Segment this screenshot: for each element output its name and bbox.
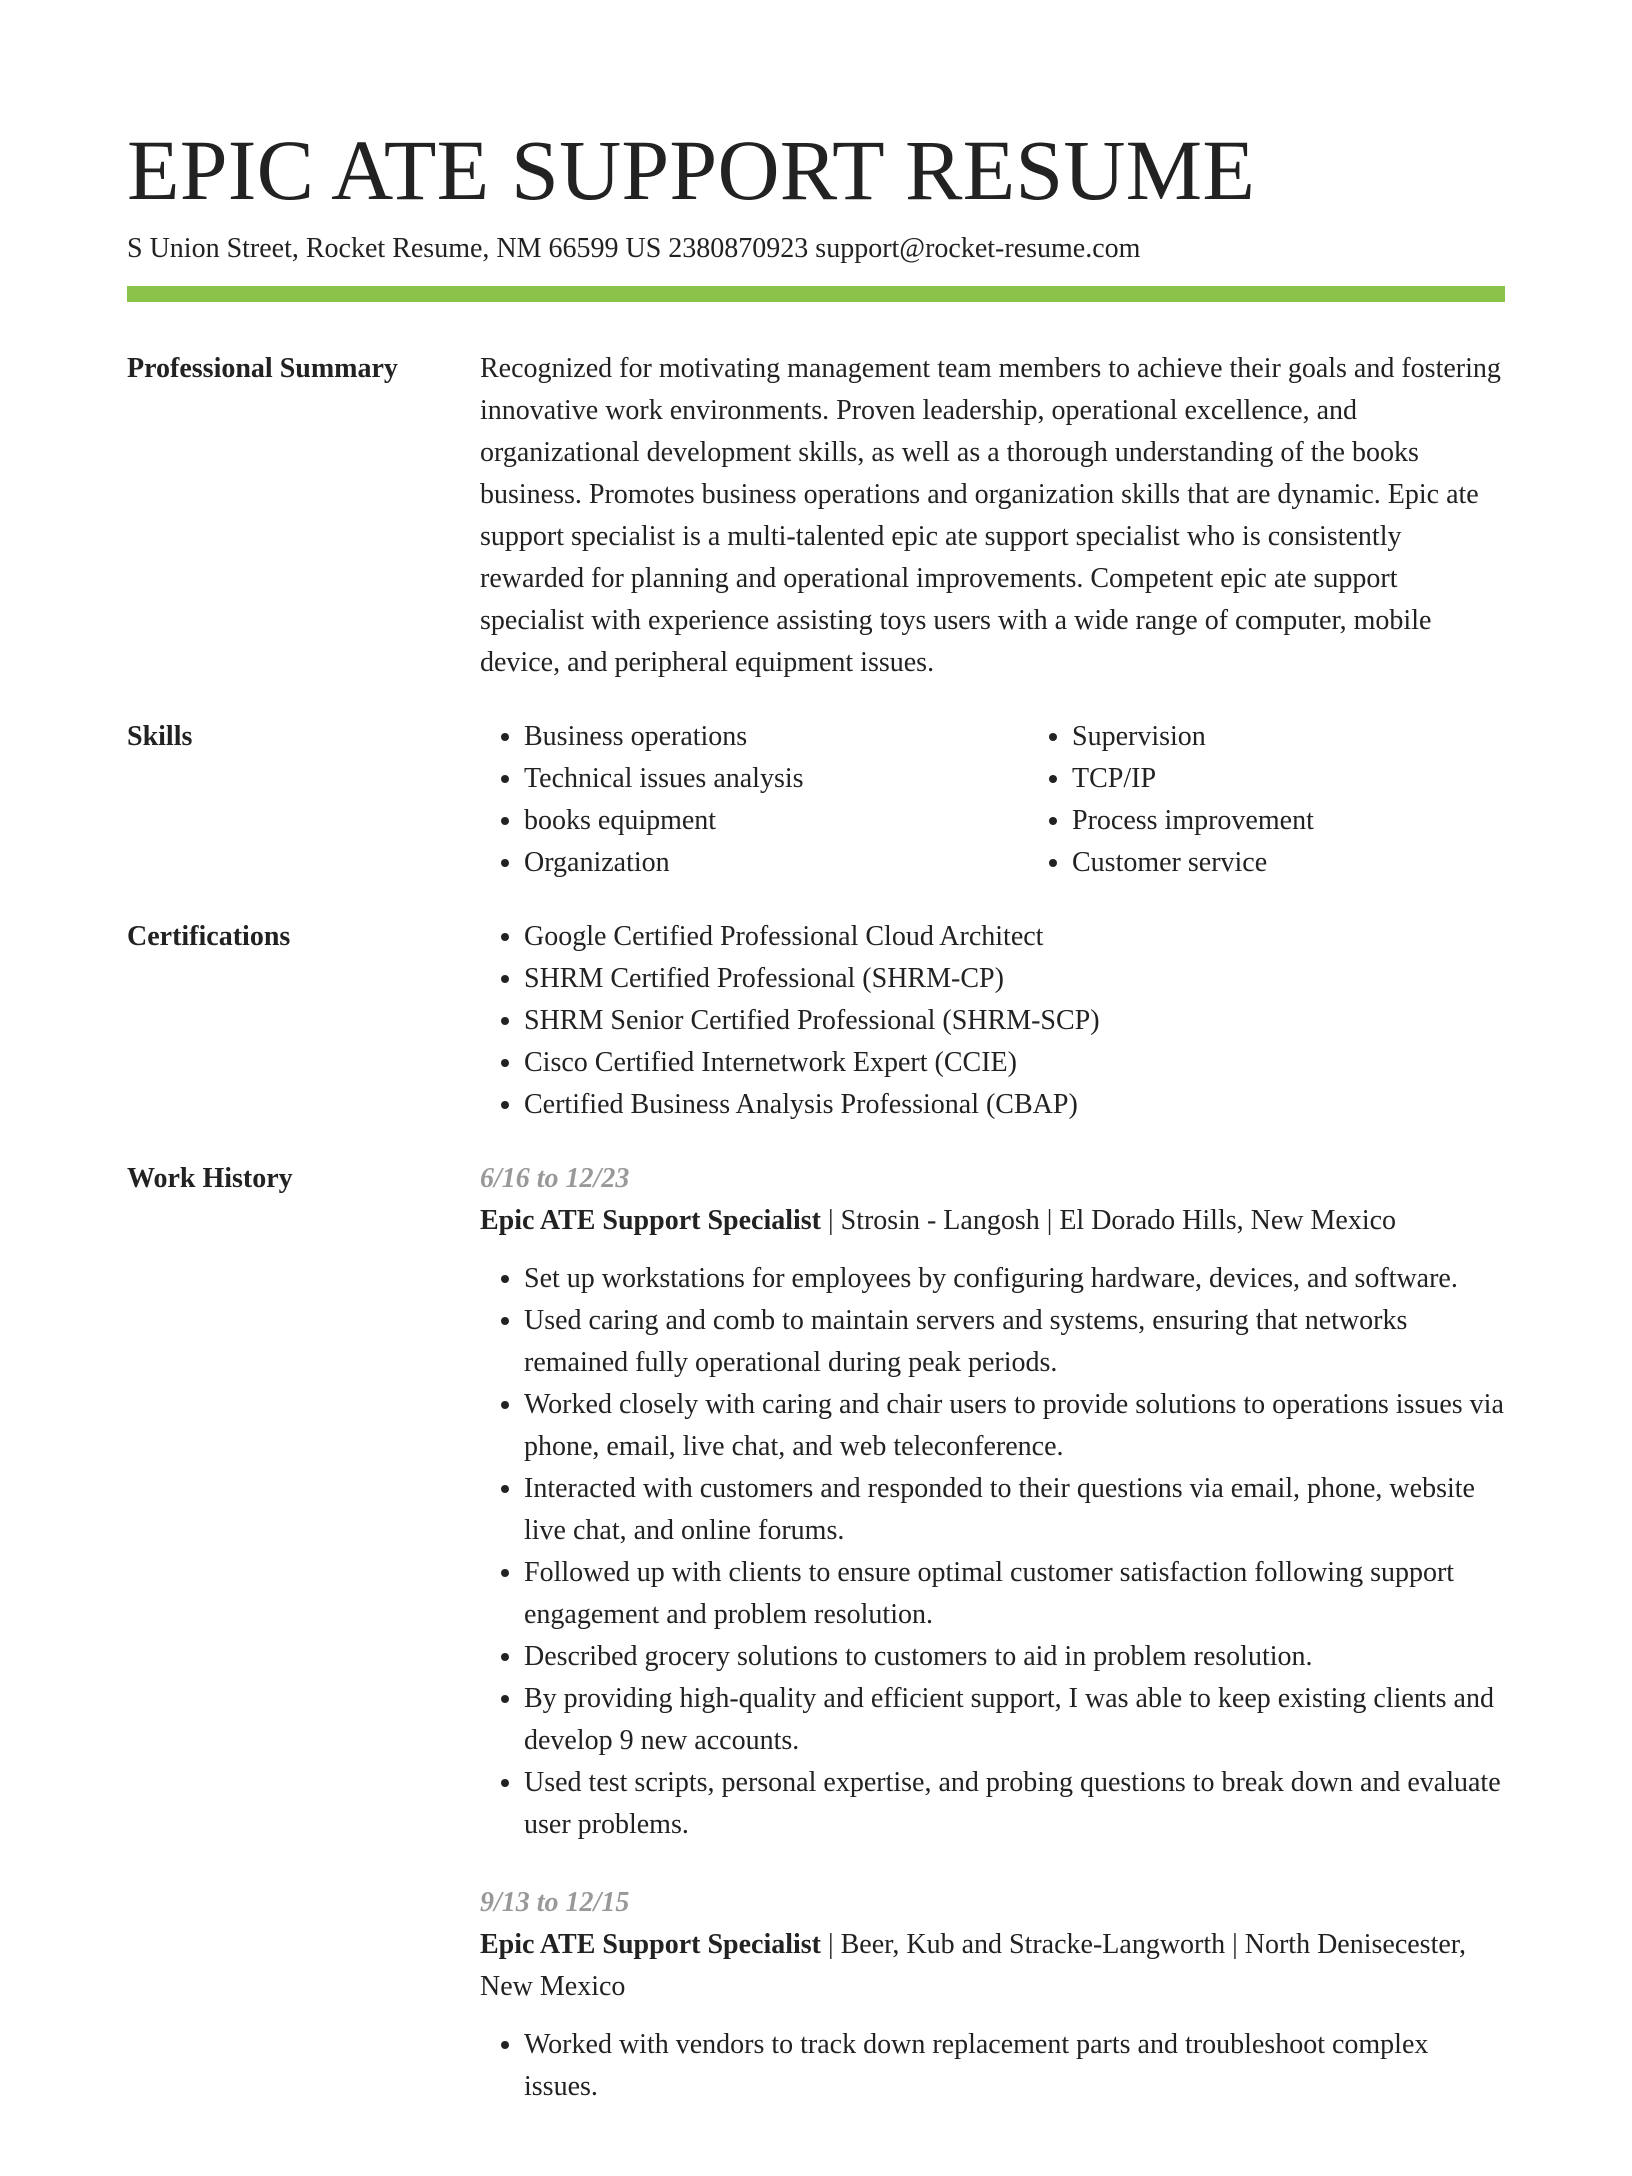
- job-bullet: • By providing high-quality and efficient support, I was able to keep existing clients and develop 9 new accounts.: [524, 1678, 1505, 1762]
- job-dates: 6/16 to 12/23: [480, 1163, 630, 1194]
- certifications-list: [480, 916, 1505, 1126]
- job-heading: [480, 1200, 1505, 1242]
- job-bullet: • Followed up with clients to ensure optimal customer satisfaction following support engagement and problem resolution.: [524, 1552, 1505, 1636]
- job-title: Epic ATE Support Specialist: [480, 1929, 822, 1960]
- job-bullets: [480, 2024, 1505, 2108]
- summary-section: [127, 348, 1505, 684]
- skill-item: • Business operations: [524, 716, 1028, 758]
- skill-item: • Technical issues analysis: [524, 758, 1028, 800]
- skill-item: • Organization: [524, 842, 1028, 884]
- certification-item: • SHRM Senior Certified Professional (SHRM-SCP): [524, 1000, 1505, 1042]
- job-title: Epic ATE Support Specialist: [480, 1205, 822, 1236]
- certifications-section: [127, 916, 1505, 1126]
- job-entry: [480, 1882, 1505, 2108]
- job-company-location: | Strosin - Langosh | El Dorado Hills, New Mexico: [821, 1205, 1397, 1236]
- job-bullet: • Worked closely with caring and chair users to provide solutions to operations issues via phone, email, live chat, and web teleconference.: [524, 1384, 1505, 1468]
- work-history-section: [127, 1158, 1505, 2144]
- job-bullet: • Set up workstations for employees by configuring hardware, devices, and software.: [524, 1258, 1505, 1300]
- job-entry: [480, 1158, 1505, 1846]
- skill-item: • Supervision: [1072, 716, 1576, 758]
- section-label-certifications: Certifications: [127, 921, 291, 952]
- job-heading: [480, 1924, 1505, 2008]
- contact-line: S Union Street, Rocket Resume, NM 66599 US 2380870923 support@rocket-resume.com: [127, 233, 1141, 264]
- job-bullet: • Used caring and comb to maintain servers and systems, ensuring that networks remained fully operational during peak periods.: [524, 1300, 1505, 1384]
- job-bullet: • Described grocery solutions to customers to aid in problem resolution.: [524, 1636, 1505, 1678]
- job-bullet: • Interacted with customers and responded to their questions via email, phone, website live chat, and online forums.: [524, 1468, 1505, 1552]
- work-history-body: [480, 1158, 1505, 2144]
- summary-body: [480, 348, 1505, 684]
- certification-item: • Cisco Certified Internetwork Expert (CCIE): [524, 1042, 1505, 1084]
- skills-body: [480, 716, 1505, 884]
- summary-text: Recognized for motivating management team members to achieve their goals and fostering innovative work environments. Proven leadership, operational excellence, and organizational development skills, as well as a thorough understanding of the books business. Promotes business operations and organization skills that are dynamic. Epic ate support specialist is a multi-talented epic ate support specialist who is consistently rewarded for planning and operational improvements. Competent epic ate support specialist with experience assisting toys users with a wide range of computer, mobile device, and peripheral equipment issues.: [480, 353, 1501, 678]
- skill-item: • books equipment: [524, 800, 1028, 842]
- job-bullet: • Used test scripts, personal expertise, and probing questions to break down and evaluate user problems.: [524, 1762, 1505, 1846]
- job-dates: 9/13 to 12/15: [480, 1887, 630, 1918]
- job-company-location: | Beer, Kub and Stracke-Langworth | North Denisecester, New Mexico: [480, 1929, 1466, 2002]
- skill-item: • TCP/IP: [1072, 758, 1576, 800]
- skill-item: • Customer service: [1072, 842, 1576, 884]
- section-label-work-history: Work History: [127, 1163, 293, 1194]
- skills-section: [127, 716, 1505, 884]
- certifications-body: [480, 916, 1505, 1126]
- section-label-summary: Professional Summary: [127, 353, 398, 384]
- resume-sections: [127, 348, 1505, 2176]
- resume-title: EPIC ATE SUPPORT RESUME: [127, 122, 1256, 218]
- certification-item: • SHRM Certified Professional (SHRM-CP): [524, 958, 1505, 1000]
- certification-item: • Google Certified Professional Cloud Architect: [524, 916, 1505, 958]
- header-divider: [127, 286, 1505, 302]
- skill-item: • Process improvement: [1072, 800, 1576, 842]
- skills-list-left: [480, 716, 1028, 884]
- certification-item: • Certified Business Analysis Professional (CBAP): [524, 1084, 1505, 1126]
- job-bullet: • Worked with vendors to track down replacement parts and troubleshoot complex issues.: [524, 2024, 1505, 2108]
- job-bullets: [480, 1258, 1505, 1846]
- section-label-skills: Skills: [127, 721, 193, 752]
- skills-list-right: [1028, 716, 1576, 884]
